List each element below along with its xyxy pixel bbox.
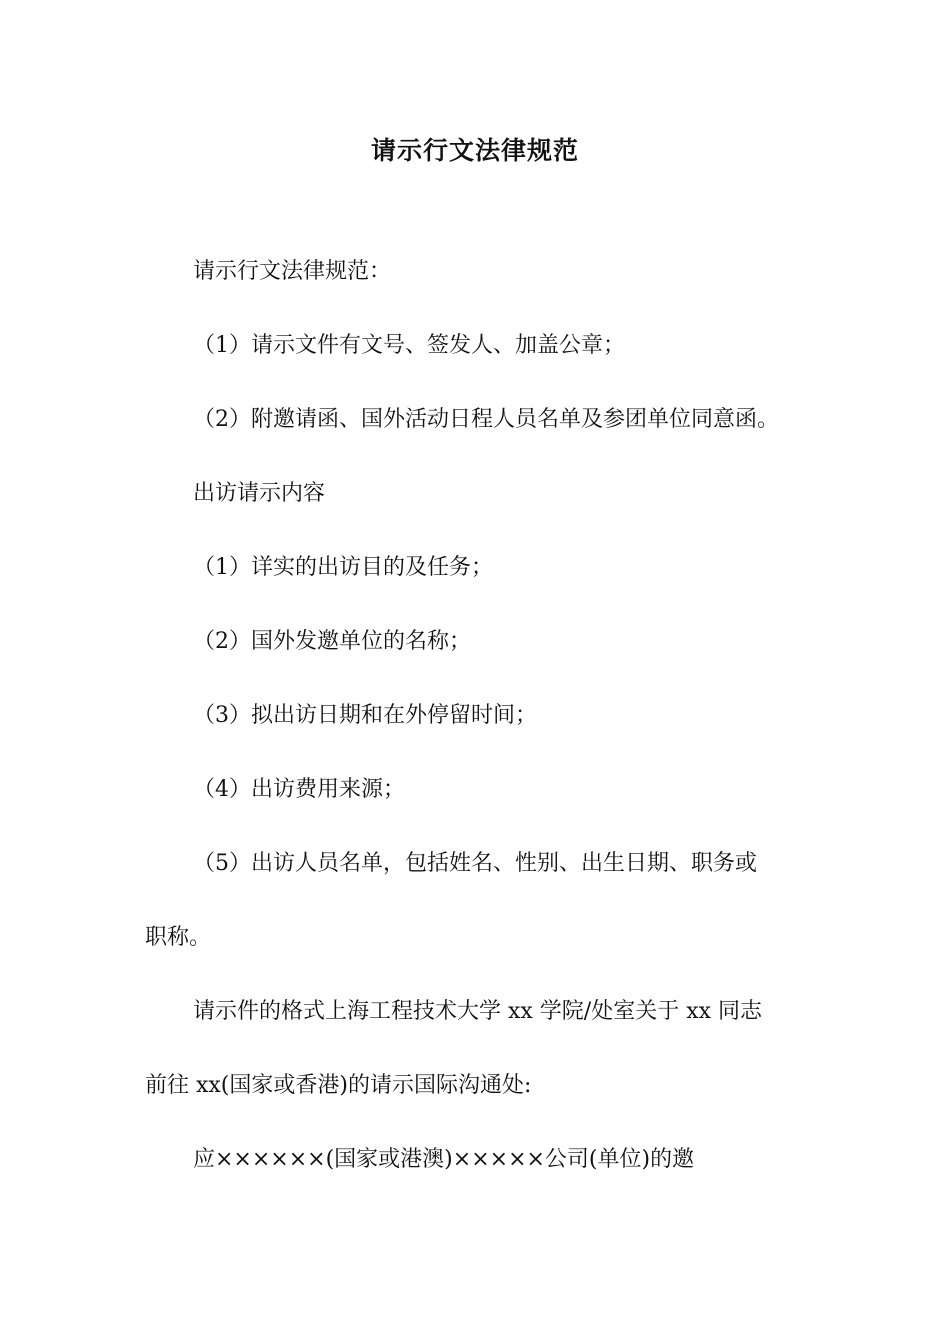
paragraph-item-2-norms: （2）附邀请函、国外活动日程人员名单及参团单位同意函。 (193, 407, 779, 432)
paragraph-invitation-line1: 应××××××(国家或港澳)×××××公司(单位)的邀 (193, 1147, 695, 1172)
paragraph-visit-item-2: （2）国外发邀单位的名称； (193, 629, 471, 654)
paragraph-heading-visit-content: 出访请示内容 (193, 481, 326, 506)
paragraph-visit-item-5-line1: （5）出访人员名单，包括姓名、性别、出生日期、职务或 (193, 851, 757, 876)
paragraph-item-1-norms: （1）请示文件有文号、签发人、加盖公章； (193, 333, 625, 358)
document-title: 请示行文法律规范 (370, 136, 579, 165)
paragraph-heading-norms: 请示行文法律规范： (193, 259, 392, 284)
paragraph-visit-item-3: （3）拟出访日期和在外停留时间； (193, 703, 537, 728)
paragraph-visit-item-1: （1）详实的出访目的及任务； (193, 555, 493, 580)
document-body (145, 254, 825, 1216)
paragraph-format-line1: 请示件的格式上海工程技术大学 xx 学院/处室关于 xx 同志 (193, 999, 763, 1024)
paragraph-visit-item-5-line2: 职称。 (145, 925, 212, 950)
paragraph-visit-item-4: （4）出访费用来源； (193, 777, 405, 802)
paragraph-format-line2: 前往 xx(国家或香港)的请示国际沟通处: (145, 1073, 532, 1098)
